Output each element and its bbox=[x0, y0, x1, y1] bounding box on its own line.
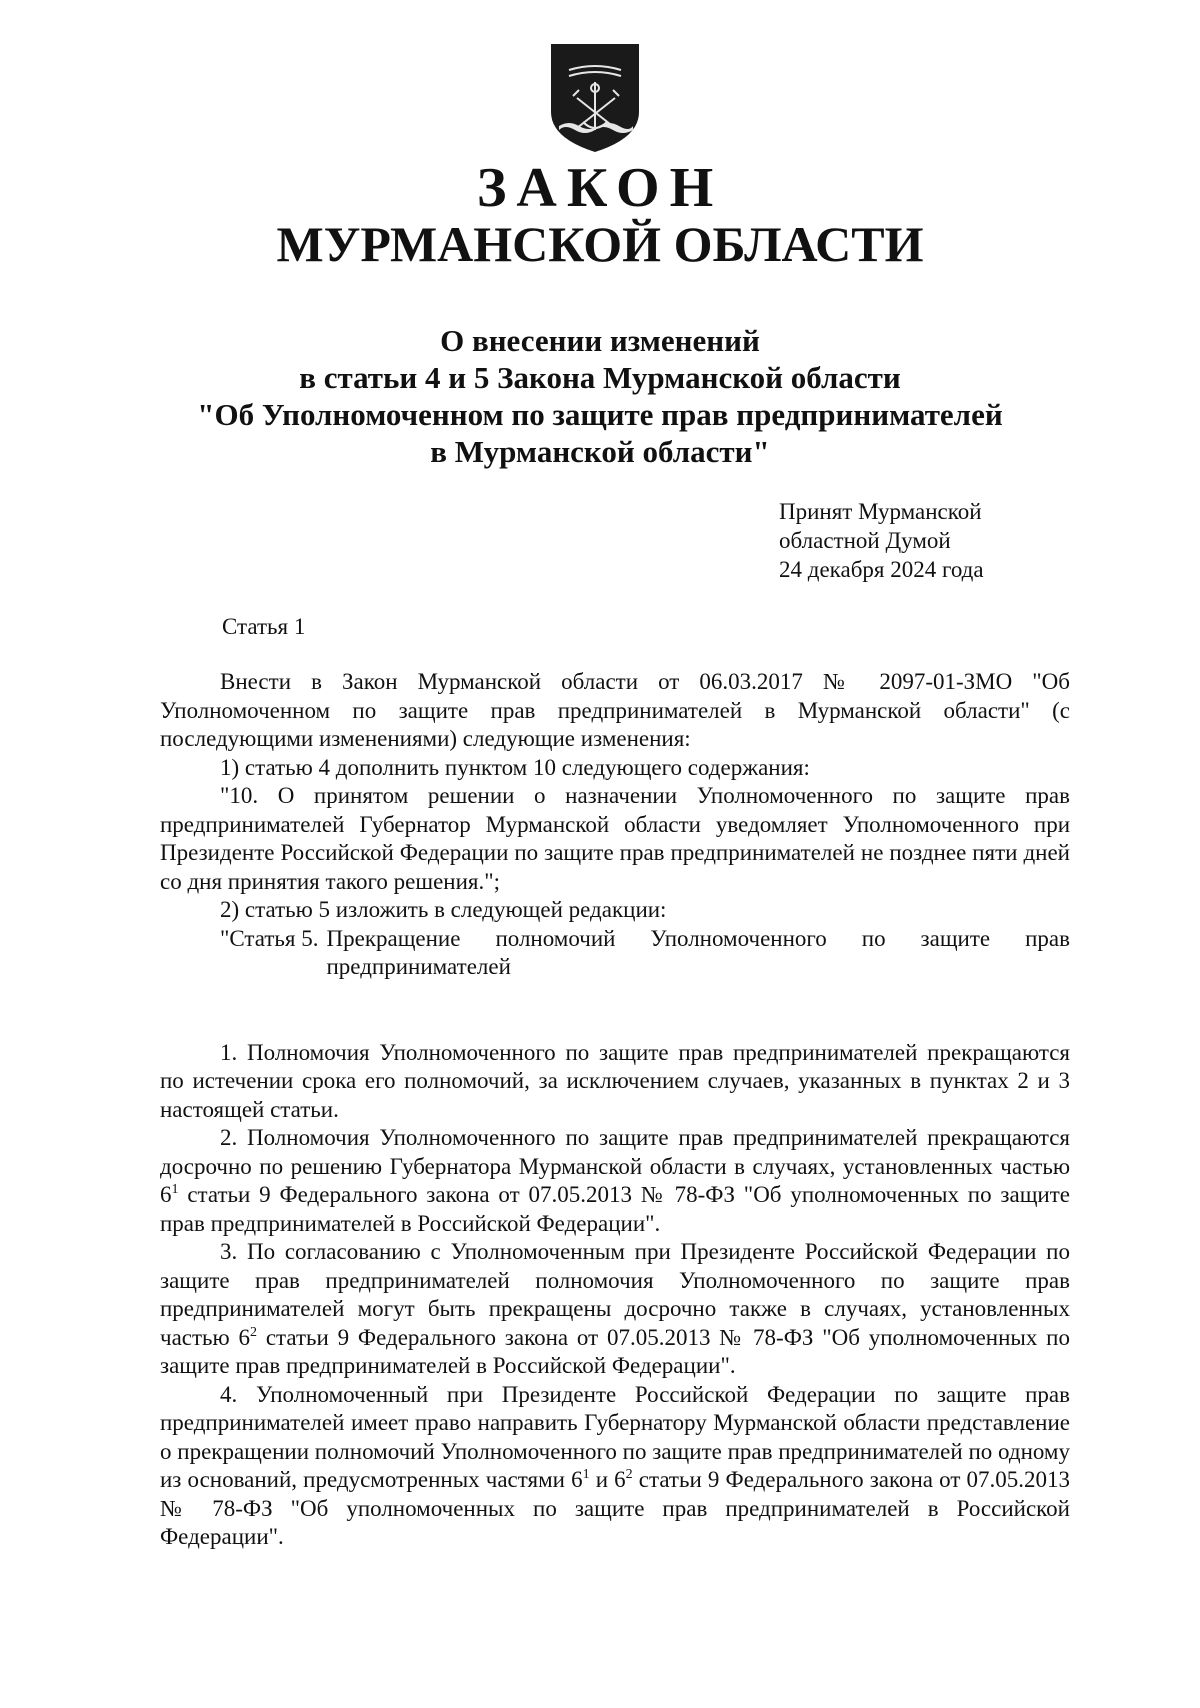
adoption-line: Принят Мурманской bbox=[779, 499, 982, 524]
subject-line: О внесении изменений bbox=[440, 323, 760, 358]
murmansk-coat-of-arms-icon bbox=[549, 42, 641, 154]
paragraph: 4. Уполномоченный при Президенте Российской Федерации по защите прав предпринимателей имеет право направить Губернатору Мурманской области представление о прекращении полномочий Уполномоченного по защите прав предпринимателей по одному из оснований, предусмотренных частями $6^1$ и $6^2$ статьи 9 Федерального закона от 07.05.2013 № 78-ФЗ "Об уполномоченных по защите прав предпринимателей в Российской Федерации". bbox=[160, 1381, 1071, 1549]
adoption-line: областной Думой bbox=[779, 528, 951, 553]
article-intro: Внести в Закон Мурманской области от 06.03.2017 № 2097-01-ЗМО "Об Уполномоченном по защите прав предпринимателей в Мурманской области" (с последующими изменениями) следующие изменения: bbox=[160, 669, 1070, 751]
adoption-note bbox=[779, 497, 984, 584]
law-subject bbox=[150, 322, 1050, 470]
subject-line: "Об Уполномоченном по защите прав предпринимателей bbox=[197, 397, 1003, 432]
law-title: ЗАКОН bbox=[476, 157, 724, 219]
superscript: 1 bbox=[171, 1182, 179, 1197]
article5-heading bbox=[160, 925, 1070, 982]
superscript: 1 bbox=[582, 1467, 590, 1482]
subject-line: в Мурманской области" bbox=[430, 434, 770, 469]
paragraph: 3. По согласованию с Уполномоченным при Президенте Российской Федерации по защите прав предпринимателей полномочия Уполномоченного по защите прав предпринимателей могут быть прекращены досрочно также в случаях, установленных частью $6^2$ статьи 9 Федерального закона от 07.05.2013 № 78-ФЗ "Об уполномоченных по защите прав предпринимателей в Российской Федерации". bbox=[160, 1239, 1070, 1378]
superscript: 2 bbox=[625, 1467, 633, 1482]
amendment-text: "10. О принятом решении о назначении Уполномоченного по защите прав предпринимателей Губернатор Мурманской области уведомляет Уполномоченного при Президенте Российской Федерации по защите прав предпринимателей не позднее пяти дней со дня принятия такого решения."; bbox=[160, 783, 1070, 894]
amendment-item: 2) статью 5 изложить в следующей редакции: bbox=[220, 897, 667, 922]
article-body bbox=[160, 668, 1070, 1552]
spacer bbox=[160, 982, 1070, 1039]
article5-label: "Статья 5. bbox=[220, 925, 319, 951]
paragraph: 2. Полномочия Уполномоченного по защите прав предпринимателей прекращаются досрочно по решению Губернатора Мурманской области в случаях, установленных частью $6^1$ статьи 9 Федерального закона от 07.05.2013 № 78-ФЗ "Об уполномоченных по защите прав предпринимателей в Российской Федерации". bbox=[160, 1125, 1070, 1236]
article-heading: Статья 1 bbox=[222, 614, 306, 639]
paragraph: 1. Полномочия Уполномоченного по защите прав предпринимателей прекращаются по истечении срока его полномочий, за исключением случаев, указанных в пунктах 2 и 3 настоящей статьи. bbox=[160, 1039, 1070, 1122]
superscript: 2 bbox=[250, 1324, 258, 1340]
article5-title: Прекращение полномочий Уполномоченного по защите прав предпринимателей bbox=[326, 925, 1070, 979]
amendment-item: 1) статью 4 дополнить пунктом 10 следующего содержания: bbox=[220, 754, 810, 780]
law-region: МУРМАНСКОЙ ОБЛАСТИ bbox=[276, 216, 924, 272]
adoption-date: 24 декабря 2024 года bbox=[779, 557, 984, 582]
subject-line: в статьи 4 и 5 Закона Мурманской области bbox=[299, 360, 901, 395]
